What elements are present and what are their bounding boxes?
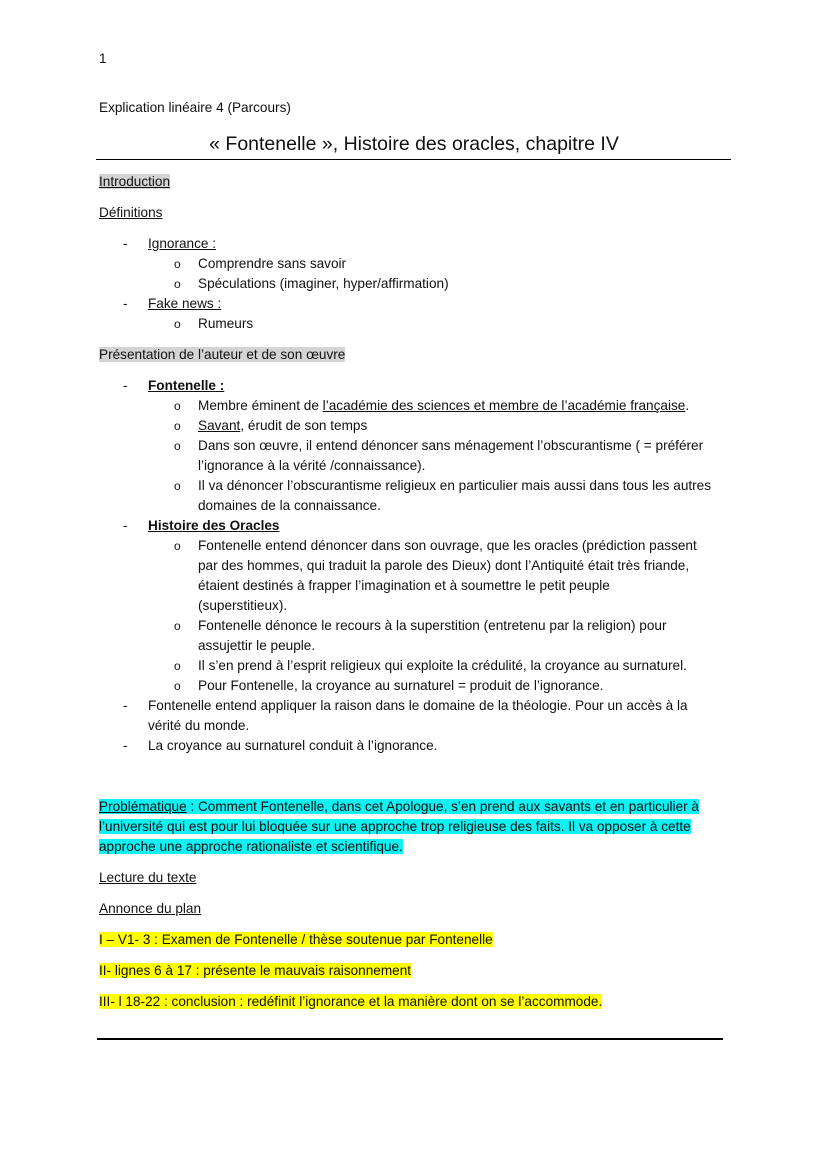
fakenews-item: Rumeurs <box>198 316 254 331</box>
histoire-point-4: Pour Fontenelle, la croyance au surnaturel = produit de l’ignorance. <box>198 678 604 693</box>
bottom-rule <box>97 1038 723 1040</box>
problematique-highlight <box>99 799 699 814</box>
circle-bullet-icon: o <box>174 619 181 633</box>
circle-bullet-icon: o <box>174 659 181 673</box>
underlined-phrase: Savant <box>198 418 241 433</box>
dash-bullet: - <box>123 296 128 311</box>
underlined-phrase: l’académie des sciences et membre de l’académie française <box>322 398 686 413</box>
plan-item-3 <box>99 992 602 1012</box>
circle-bullet-icon: o <box>174 439 181 453</box>
section-introduction <box>99 172 170 192</box>
presentation-heading: Présentation de l’auteur et de son œuvre <box>99 347 346 362</box>
text-run: , érudit de son temps <box>240 418 368 433</box>
problematique-text: l’université qui est pour lui bloquée sur une approche trop religieuse des faits. Il va opposer à cette <box>99 819 691 834</box>
fontenelle-point-3-line: l’ignorance à la vérité /connaissance). <box>198 458 426 473</box>
dash-bullet: - <box>123 236 128 251</box>
problematique-text: approche une approche rationaliste et scientifique. <box>99 839 403 854</box>
annonce-heading: Annonce du plan <box>99 901 202 916</box>
circle-bullet-icon: o <box>174 277 181 291</box>
histoire-point-1-line: par des hommes, qui traduit la parole des Dieux) dont l’Antiquité était très friande, <box>198 558 690 573</box>
fontenelle-point-3-line: Dans son œuvre, il entend dénoncer sans ménagement l’obscurantisme ( = préférer <box>198 438 704 453</box>
histoire-point-3: Il s’en prend à l’esprit religieux qui exploite la crédulité, la croyance au surnaturel. <box>198 658 687 673</box>
histoire-point-1-line: étaient destinés à frapper l’imagination et à soumettre le petit peuple <box>198 578 610 593</box>
dash-bullet: - <box>123 738 128 753</box>
page-title: « Fontenelle », Histoire des oracles, chapitre IV <box>209 133 619 155</box>
text-run: Membre éminent de <box>198 398 323 413</box>
circle-bullet-icon: o <box>174 419 181 433</box>
dash-point: La croyance au surnaturel conduit à l’ignorance. <box>148 738 438 753</box>
circle-bullet-icon: o <box>174 399 181 413</box>
fontenelle-label: Fontenelle : <box>148 378 225 393</box>
circle-bullet-icon: o <box>174 317 181 331</box>
dash-point-line: Fontenelle entend appliquer la raison dans le domaine de la théologie. Pour un accès à la <box>148 698 688 713</box>
ignorance-label: Ignorance : <box>148 236 217 251</box>
fakenews-label: Fake news : <box>148 296 222 311</box>
dash-bullet: - <box>123 378 128 393</box>
ignorance-item: Spéculations (imaginer, hyper/affirmation) <box>198 276 449 291</box>
plan-text: I – V1- 3 : Examen de Fontenelle / thèse soutenue par Fontenelle <box>99 932 493 947</box>
circle-bullet-icon: o <box>174 257 181 271</box>
lesson-subtitle: Explication linéaire 4 (Parcours) <box>99 100 291 115</box>
text-run: . <box>685 398 690 413</box>
circle-bullet-icon: o <box>174 539 181 553</box>
circle-bullet-icon: o <box>174 679 181 693</box>
section-presentation <box>99 345 345 365</box>
page-number: 1 <box>99 51 107 66</box>
problematique-line-3 <box>99 837 403 857</box>
plan-text: III- l 18-22 : conclusion : redéfinit l’ignorance et la manière dont on se l’accommode. <box>99 994 603 1009</box>
histoire-point-2-line: assujettir le peuple. <box>198 638 316 653</box>
histoire-point-1-line: Fontenelle entend dénoncer dans son ouvrage, que les oracles (prédiction passent <box>198 538 697 553</box>
introduction-heading: Introduction <box>99 174 171 189</box>
problematique-line-1 <box>99 797 699 817</box>
fontenelle-point-4-line: Il va dénoncer l’obscurantisme religieux en particulier mais aussi dans tous les autres <box>198 478 712 493</box>
plan-item-1 <box>99 930 493 950</box>
dash-bullet: - <box>123 698 128 713</box>
histoire-point-2-line: Fontenelle dénonce le recours à la superstition (entretenu par la religion) pour <box>198 618 667 633</box>
plan-item-2 <box>99 961 411 981</box>
problematique-label: Problématique <box>99 799 187 814</box>
dash-point-line: vérité du monde. <box>148 718 250 733</box>
histoire-label: Histoire des Oracles <box>148 518 280 533</box>
fontenelle-point-2 <box>198 416 367 436</box>
title-rule <box>96 159 731 160</box>
dash-bullet: - <box>123 518 128 533</box>
plan-text: II- lignes 6 à 17 : présente le mauvais raisonnement <box>99 963 412 978</box>
histoire-point-1-line: (superstitieux). <box>198 598 288 613</box>
circle-bullet-icon: o <box>174 479 181 493</box>
ignorance-item: Comprendre sans savoir <box>198 256 347 271</box>
fontenelle-point-1 <box>198 396 689 416</box>
fontenelle-point-4-line: domaines de la connaissance. <box>198 498 381 513</box>
problematique-line-2 <box>99 817 691 837</box>
text-run: : Comment Fontenelle, dans cet Apologue, s’en prend aux savants et en particulier à <box>186 799 699 814</box>
definitions-heading: Définitions <box>99 205 163 220</box>
lecture-heading: Lecture du texte <box>99 870 197 885</box>
